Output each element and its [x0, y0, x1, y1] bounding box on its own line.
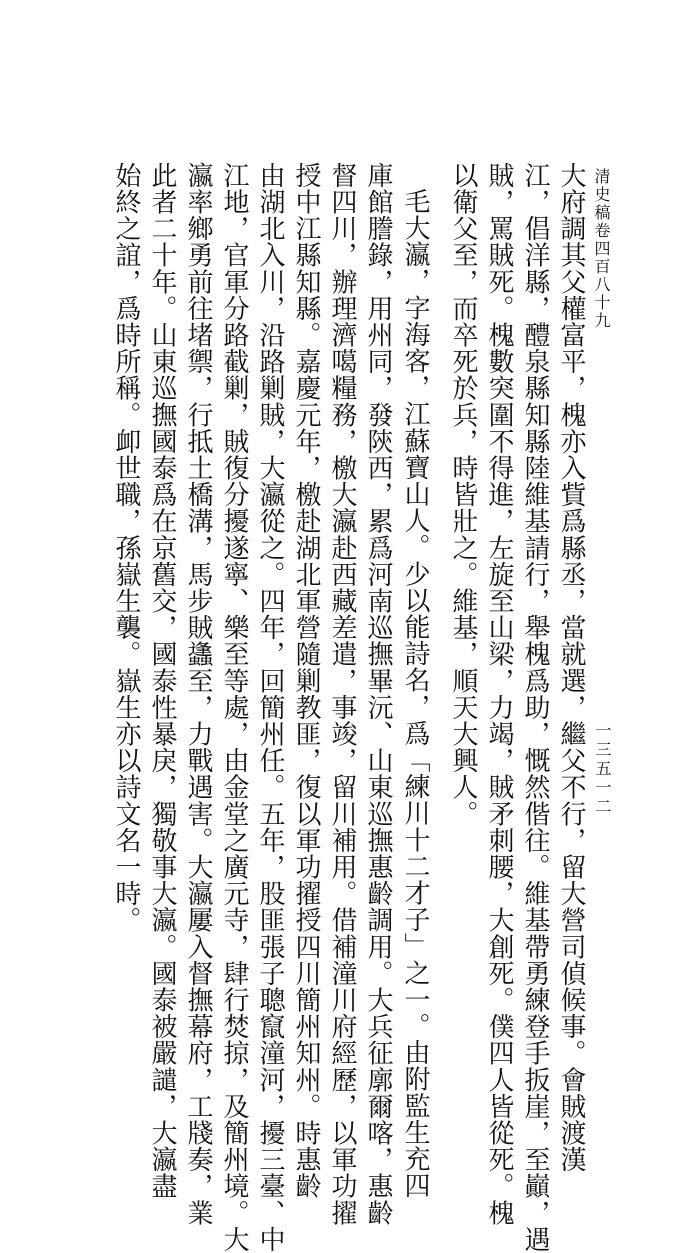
- text-column-2: 江，倡洋縣，醴泉縣知縣陸維基請行，舉槐爲助，慨然偕往。維基帶勇練登手扳崖，至巓，遇: [520, 162, 550, 1253]
- text-column-10: 江地，官軍分路截剿，賊復分擾遂寧、樂至等處，由金堂之廣元寺，肆行焚掠，及簡州境。大: [219, 162, 249, 1253]
- text-column-8: 授中江縣知縣。嘉慶元年，檄赴湖北軍營隨剿教匪，復以軍功擢授四川簡州知州。時惠齡: [291, 162, 321, 1200]
- text-column-5: 毛大瀛，字海客，江蘇寶山人。少以能詩名，爲「練川十二才子」之一。由附監生充四: [400, 188, 430, 1199]
- text-column-9: 由湖北入川，沿路剿賊，大瀛從之。四年，回簡州任。五年，股匪張子聰竄潼河，擾三臺、中: [255, 162, 285, 1253]
- text-column-4: 以衛父至，而卒死於兵，時皆壯之。維基，順天大興人。: [448, 162, 478, 827]
- text-column-6: 庫館謄錄，用州同，發陝西，累爲河南巡撫畢沅、山東巡撫惠齡調用。大兵征廓爾喀，惠齡: [363, 162, 393, 1226]
- text-column-3: 賊，罵賊死。槐數突圍不得進，左旋至山梁，力竭，賊矛刺腰，大創死。僕四人皆從死。槐: [484, 162, 514, 1226]
- text-column-13: 始終之誼，爲時所稱。卹世職，孫嶽生襲。嶽生亦以詩文名一時。: [111, 162, 141, 934]
- text-column-7: 督四川，辦理濟噶糧務，檄大瀛赴西藏差遣，事竣，留川補用。借補潼川府經歷，以軍功擢: [327, 162, 357, 1226]
- text-column-12: 此者二十年。山東巡撫國泰爲在京舊交，國泰性暴戾，獨敬事大瀛。國泰被嚴譴，大瀛盡: [147, 162, 177, 1200]
- page-number: 一三五一二: [593, 722, 612, 817]
- text-column-1: 大府調其父權富平，槐亦入貲爲縣丞，當就選，繼父不行，留大營司偵候事。會賊渡漢: [556, 162, 586, 1173]
- text-column-11: 瀛率鄉勇前往堵禦，行抵土橋溝，馬步賊蠭至，力戰遇害。大瀛屢入督撫幕府，工牋奏，業: [183, 162, 213, 1226]
- running-header: 清史稿卷四百八十九: [592, 168, 611, 330]
